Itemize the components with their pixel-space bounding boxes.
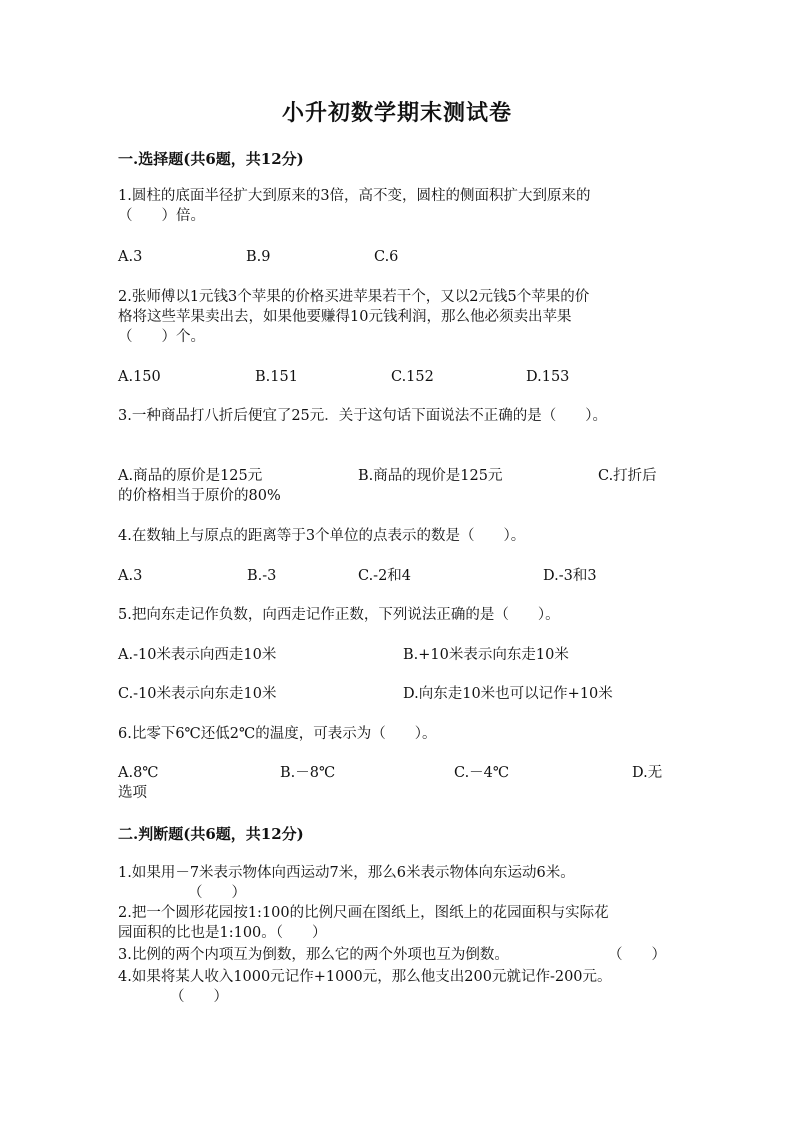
option-b[interactable]: B.商品的现价是125元 — [358, 468, 503, 484]
option-a[interactable]: A.3 — [118, 568, 143, 584]
option-d[interactable]: D.向东走10米也可以记作+10米 — [403, 686, 613, 702]
answer-blank[interactable]: （ ） — [188, 885, 246, 901]
option-c[interactable]: C.打折后 — [598, 468, 657, 484]
option-b[interactable]: B.－8℃ — [280, 765, 336, 781]
question-text: 格将这些苹果卖出去，如果他要赚得10元钱利润，那么他必须卖出苹果 — [118, 309, 572, 325]
options-row — [118, 645, 678, 665]
option-c[interactable]: C.-2和4 — [358, 568, 412, 584]
options-row — [118, 247, 678, 267]
page-title: 小升初数学期末测试卷 — [281, 100, 512, 126]
options-row — [118, 763, 678, 783]
question-text: 6.比零下6℃还低2℃的温度，可表示为（ ）。 — [118, 726, 437, 742]
option-a[interactable]: A.商品的原价是125元 — [118, 468, 263, 484]
question-text: 园面积的比也是1:100。（ ） — [118, 925, 327, 941]
option-c[interactable]: C.152 — [391, 369, 434, 385]
options-row — [118, 684, 678, 704]
question-text: 5.把向东走记作负数，向西走记作正数，下列说法正确的是（ ）。 — [118, 607, 560, 623]
option-a[interactable]: A.3 — [118, 249, 143, 265]
option-b[interactable]: B.+10米表示向东走10米 — [403, 647, 569, 663]
question-text: 2.把一个圆形花园按1:100的比例尺画在图纸上，图纸上的花园面积与实际花 — [118, 905, 609, 921]
option-b[interactable]: B.-3 — [247, 568, 277, 584]
option-d[interactable]: D.无 — [632, 765, 663, 781]
option-b[interactable]: B.9 — [246, 249, 271, 265]
option-c[interactable]: C.-10米表示向东走10米 — [118, 686, 277, 702]
option-a[interactable]: A.-10米表示向西走10米 — [118, 647, 277, 663]
question-text: （ ）倍。 — [118, 208, 205, 224]
option-c[interactable]: C.6 — [374, 249, 399, 265]
option-d[interactable]: D.-3和3 — [543, 568, 597, 584]
question-text: 3.一种商品打八折后便宜了25元．关于这句话下面说法不正确的是（ ）。 — [118, 408, 608, 424]
section-header-choice: 一.选择题(共6题，共12分) — [118, 150, 304, 168]
answer-blank[interactable]: （ ） — [170, 989, 228, 1005]
option-wrap-text: 选项 — [118, 785, 147, 801]
option-b[interactable]: B.151 — [255, 369, 298, 385]
question-text: （ ）个。 — [118, 329, 205, 345]
options-row — [118, 466, 678, 486]
option-wrap-text: 的价格相当于原价的80% — [118, 488, 281, 504]
question-text: 1.如果用－7米表示物体向西运动7米，那么6米表示物体向东运动6米。 — [118, 865, 575, 881]
question-text: 4.在数轴上与原点的距离等于3个单位的点表示的数是（ ）。 — [118, 528, 526, 544]
question-text: 3.比例的两个内项互为倒数，那么它的两个外项也互为倒数。 — [118, 947, 509, 963]
question-text: 1.圆柱的底面半径扩大到原来的3倍，高不变，圆柱的侧面积扩大到原来的 — [118, 188, 591, 204]
question-text: 2.张师傅以1元钱3个苹果的价格买进苹果若干个，又以2元钱5个苹果的价 — [118, 289, 590, 305]
answer-blank[interactable]: （ ） — [608, 947, 666, 963]
question-text: 4.如果将某人收入1000元记作+1000元，那么他支出200元就记作-200元。 — [118, 969, 612, 985]
option-a[interactable]: A.8℃ — [118, 765, 159, 781]
section-header-judgement: 二.判断题(共6题，共12分) — [118, 825, 304, 843]
option-d[interactable]: D.153 — [526, 369, 570, 385]
options-row — [118, 367, 678, 387]
options-row — [118, 566, 678, 586]
option-c[interactable]: C.－4℃ — [454, 765, 510, 781]
option-a[interactable]: A.150 — [118, 369, 161, 385]
